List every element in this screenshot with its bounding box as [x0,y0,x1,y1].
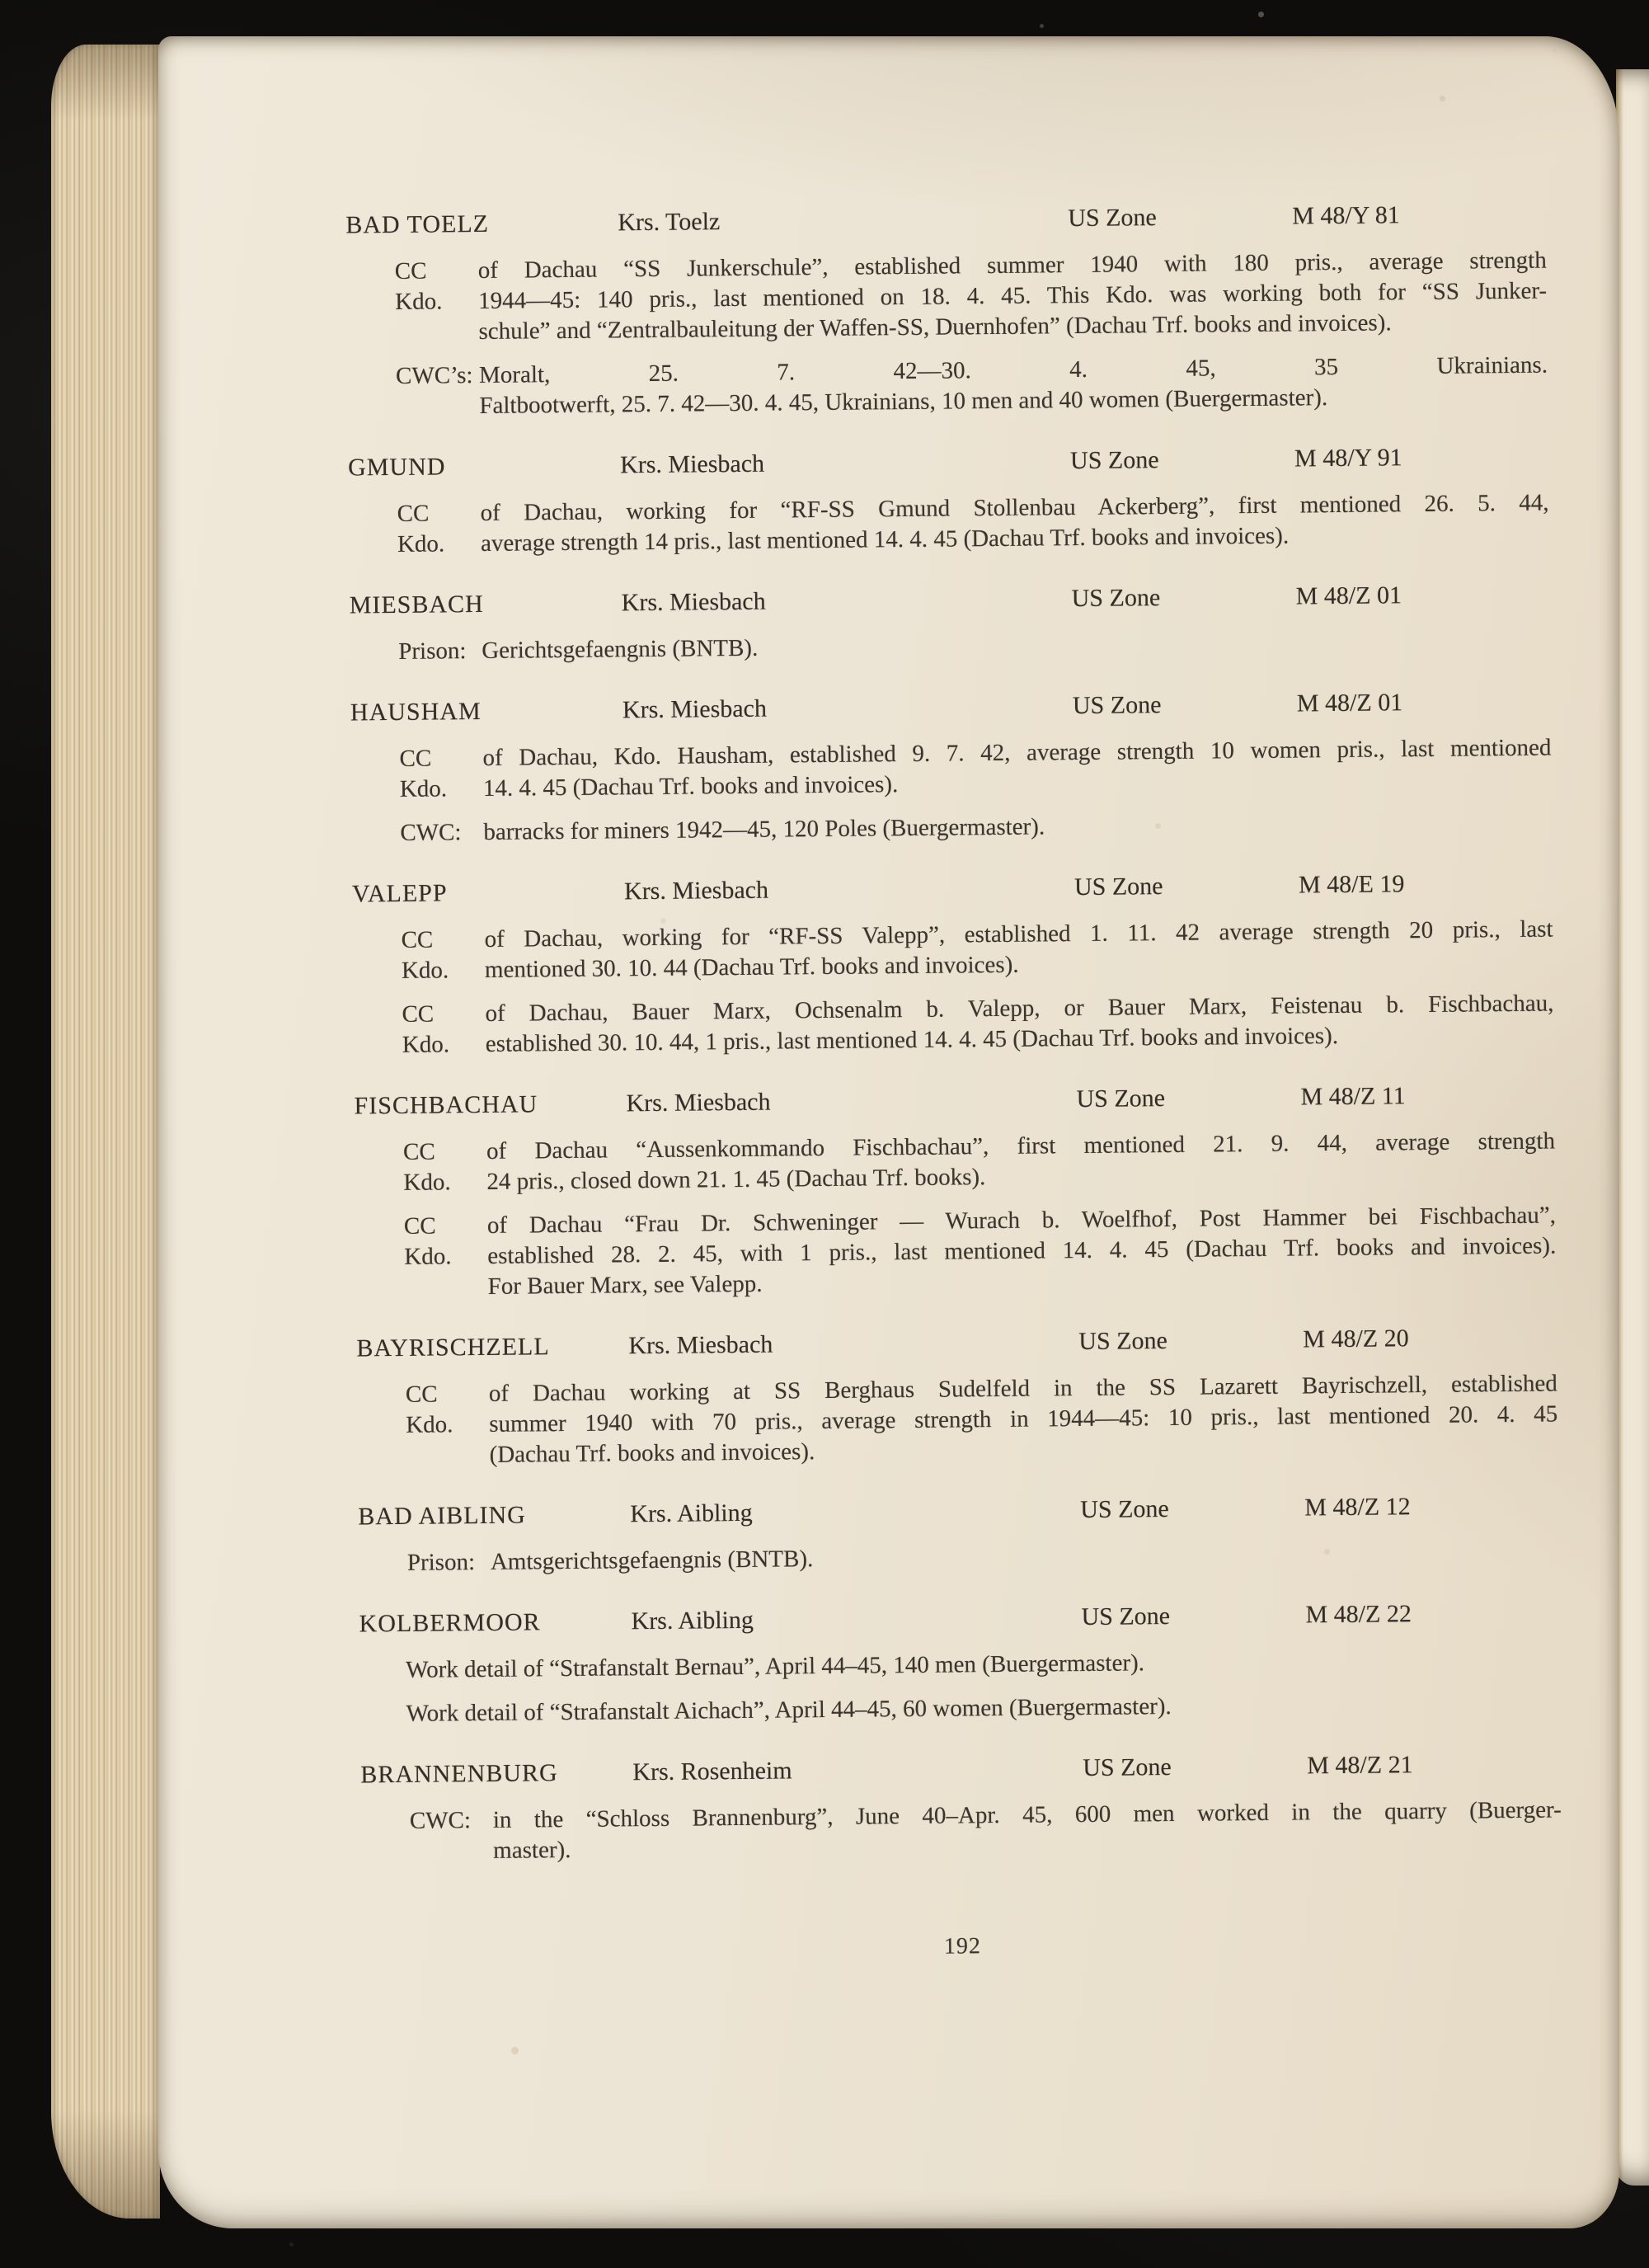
entry-district: Krs. Miesbach [619,449,765,479]
paragraph-label: Prison: [398,638,467,665]
entry-zone: US Zone [1081,1602,1171,1631]
entry-district: Krs. Miesbach [621,587,766,617]
paragraph-line: mentioned 30. 10. 44 (Dachau Trf. books and invoices). [484,951,1019,983]
paragraph-line: (Dachau Trf. books and invoices). [489,1438,815,1468]
entry-header [356,1321,1557,1363]
paragraph-label: CC Kdo. [402,1138,451,1196]
foxing-spots [158,36,162,40]
entry-header [358,1489,1558,1532]
entry-map-ref: M 48/Z 01 [1296,689,1403,718]
page-number: 192 [943,1933,982,1960]
paragraph-label: CC Kdo. [402,1000,450,1058]
paragraph-label: CC Kdo. [405,1381,453,1438]
paragraph-line: of Dachau “SS Junkerschule”, established summer 1940 with 180 pris., average strength [477,247,1547,284]
entry-paragraph [397,488,1549,560]
entry-header [345,199,1546,241]
paragraph-line: Faltbootwerft, 25. 7. 42—30. 4. 45, Ukrainians, 10 men and 40 women (Buergermaster). [479,384,1328,419]
dust-specks [0,0,2,2]
entry-bayrischzell [356,1321,1558,1471]
paragraph-text [482,626,1550,666]
paragraph-line: master). [493,1837,571,1864]
entry-zone: US Zone [1080,1495,1169,1524]
entry-paragraph [410,1795,1562,1866]
book-fore-edge [51,45,160,2219]
paragraph-line: average strength 14 pris., last mentioned 14. 4. 45 (Dachau Trf. books and invoices). [480,522,1290,557]
paragraph-text [493,1795,1562,1866]
paragraph-line: barracks for miners 1942—45, 120 Poles (Buergermaster). [483,813,1045,845]
entry-header [360,1748,1561,1790]
entry-valepp [352,868,1554,1061]
paragraph-text [406,1687,1560,1729]
entry-brannenburg [360,1748,1562,1867]
entry-district: Krs. Aibling [630,1499,753,1528]
entry-name: FISCHBACHAU [354,1090,538,1120]
entry-district: Krs. Miesbach [628,1330,773,1360]
entry-district: Krs. Aibling [631,1606,754,1635]
entry-name: BAD AIBLING [358,1501,526,1531]
entry-paragraph [406,1644,1560,1685]
entry-hausham [350,686,1553,849]
entry-paragraph [400,807,1552,849]
paragraph-line: 1944—45: 140 pris., last mentioned on 18. 4. 45. This Kdo. was working both for “SS Junker- [478,277,1548,314]
entry-zone: US Zone [1078,1327,1167,1356]
entry-zone: US Zone [1073,873,1163,901]
entry-header [359,1597,1559,1639]
entry-paragraph [401,915,1553,986]
paragraph-label: CWC: [409,1807,472,1834]
entry-gmund [348,441,1549,561]
entry-map-ref: M 48/Y 91 [1294,444,1402,473]
paragraph-label: Prison: [406,1549,476,1576]
entry-map-ref: M 48/Z 11 [1300,1082,1406,1111]
paragraph-line: Gerichtsgefaengnis (BNTB). [482,634,759,664]
entry-paragraph [396,351,1548,422]
entry-paragraph [399,733,1552,805]
entry-district: Krs. Toelz [618,208,721,237]
paragraph-text [486,1127,1556,1198]
paragraph-line: Work detail of “Strafanstalt Aichach”, April 44–45, 60 women (Buergermaster). [406,1693,1172,1727]
entry-bad-toelz [345,199,1548,423]
paragraph-line: of Dachau “Aussenkommando Fischbachau”, first mentioned 21. 9. 44, average strength [486,1127,1556,1165]
entry-map-ref: M 48/Z 01 [1295,581,1402,610]
entry-name: KOLBERMOOR [359,1608,541,1638]
paragraph-label: CC Kdo. [403,1212,452,1270]
entry-paragraph [406,1368,1558,1470]
paragraph-line: of Dachau working at SS Berghaus Sudelfeld in the SS Lazarett Bayrischzell, established [488,1370,1557,1407]
entry-zone: US Zone [1068,204,1157,233]
paragraph-label: CC Kdo. [397,500,445,558]
entry-name: VALEPP [351,879,448,908]
entry-name: HAUSHAM [350,697,482,727]
paragraph-label: CC Kdo. [399,745,448,802]
entry-header [348,441,1548,483]
paragraph-text [484,915,1553,986]
entry-name: MIESBACH [349,590,484,619]
entry-paragraph [403,1127,1556,1198]
paragraph-line: Work detail of “Strafanstalt Bernau”, April 44–45, 140 men (Buergermaster). [405,1649,1145,1683]
entry-name: BRANNENBURG [360,1759,558,1789]
page-content [156,28,1635,1969]
paragraph-text [480,488,1549,559]
entry-district: Krs. Rosenheim [632,1757,792,1786]
paragraph-line: of Dachau, working for “RF-SS Gmund Stollenbau Ackerberg”, first mentioned 26. 5. 44, [480,489,1549,526]
entry-paragraph [395,246,1548,348]
paragraph-line: in the “Schloss Brannenburg”, June 40–Apr. 45, 600 men worked in the quarry (Buerger- [492,1796,1562,1833]
paragraph-line: Amtsgerichtsgefaengnis (BNTB). [490,1546,814,1575]
entry-paragraph [406,1687,1560,1729]
entry-header [350,686,1551,728]
entry-zone: US Zone [1072,691,1162,720]
entry-fischbachau [354,1080,1556,1304]
entry-paragraph [404,1201,1557,1303]
entry-map-ref: M 48/Z 20 [1303,1325,1409,1353]
entry-paragraph [402,989,1554,1061]
entry-map-ref: M 48/Z 21 [1307,1751,1413,1780]
paragraph-text [487,1201,1557,1302]
paragraph-line: of Dachau “Frau Dr. Schweninger — Wurach b. Woelfhof, Post Hammer bei Fischbachau”, [486,1202,1557,1239]
paragraph-line: summer 1940 with 70 pris., average strength in 1944—45: 10 pris., last mentioned 20. 4. 45 [489,1400,1558,1437]
entry-district: Krs. Miesbach [626,1088,771,1118]
entry-miesbach [350,579,1551,668]
paragraph-label: CC Kdo. [401,926,449,984]
entry-map-ref: M 48/Y 81 [1292,201,1400,230]
entry-district: Krs. Miesbach [622,694,768,724]
book-page [158,36,1619,2228]
paragraph-text [478,246,1548,347]
paragraph-text [491,1536,1559,1577]
entry-paragraph [407,1536,1559,1578]
paragraph-text [483,807,1552,848]
paragraph-line: of Dachau, working for “RF-SS Valepp”, established 1. 11. 42 average strength 20 pris., last [484,915,1553,953]
paragraph-line: 14. 4. 45 (Dachau Trf. books and invoices). [482,771,899,802]
entry-zone: US Zone [1076,1085,1166,1113]
paragraph-label: CWC’s: [395,362,473,389]
paragraph-line: established 30. 10. 44, 1 pris., last mentioned 14. 4. 45 (Dachau Trf. books and invoices). [485,1023,1339,1057]
entry-zone: US Zone [1071,584,1161,613]
entry-name: BAYRISCHZELL [356,1333,550,1362]
paragraph-label: CWC: [400,819,462,846]
entry-map-ref: M 48/E 19 [1298,870,1405,899]
paragraph-label: CC Kdo. [394,257,443,315]
entry-district: Krs. Miesbach [623,876,769,906]
entry-paragraph [398,626,1550,667]
entry-name: BAD TOELZ [345,209,490,239]
entry-kolbermoor [359,1597,1560,1729]
paragraph-line: of Dachau, Kdo. Hausham, established 9. 7. 42, average strength 10 women pris., last mentioned [482,734,1552,771]
paragraph-line: of Dachau, Bauer Marx, Ochsenalm b. Valepp, or Bauer Marx, Feistenau b. Fischbachau, [485,990,1554,1027]
entry-map-ref: M 48/Z 22 [1305,1600,1412,1629]
paragraph-line: established 28. 2. 45, with 1 pris., last mentioned 14. 4. 45 (Dachau Trf. books and invoices). [487,1232,1557,1269]
paragraph-text [489,1368,1558,1470]
entry-bad-aibling [358,1489,1559,1579]
entry-header [350,579,1550,621]
entry-header [354,1080,1554,1122]
paragraph-line: For Bauer Marx, see Valepp. [487,1270,763,1300]
entry-map-ref: M 48/Z 12 [1304,1493,1411,1522]
paragraph-text [485,989,1554,1060]
paragraph-line: 24 pris., closed down 21. 1. 45 (Dachau Trf. books). [486,1164,986,1195]
paragraph-text [406,1644,1560,1685]
paragraph-line: Moralt, 25. 7. 42—30. 4. 45, 35 Ukrainians. [478,351,1548,388]
entry-name: GMUND [347,453,446,482]
paragraph-line: schule” and “Zentralbauleitung der Waffen-SS, Duernhofen” (Dachau Trf. books and invoices). [478,309,1392,345]
paragraph-text [482,733,1552,804]
paragraph-text [479,351,1548,421]
entry-zone: US Zone [1069,446,1159,475]
entry-header [352,868,1553,910]
entry-zone: US Zone [1083,1753,1172,1782]
